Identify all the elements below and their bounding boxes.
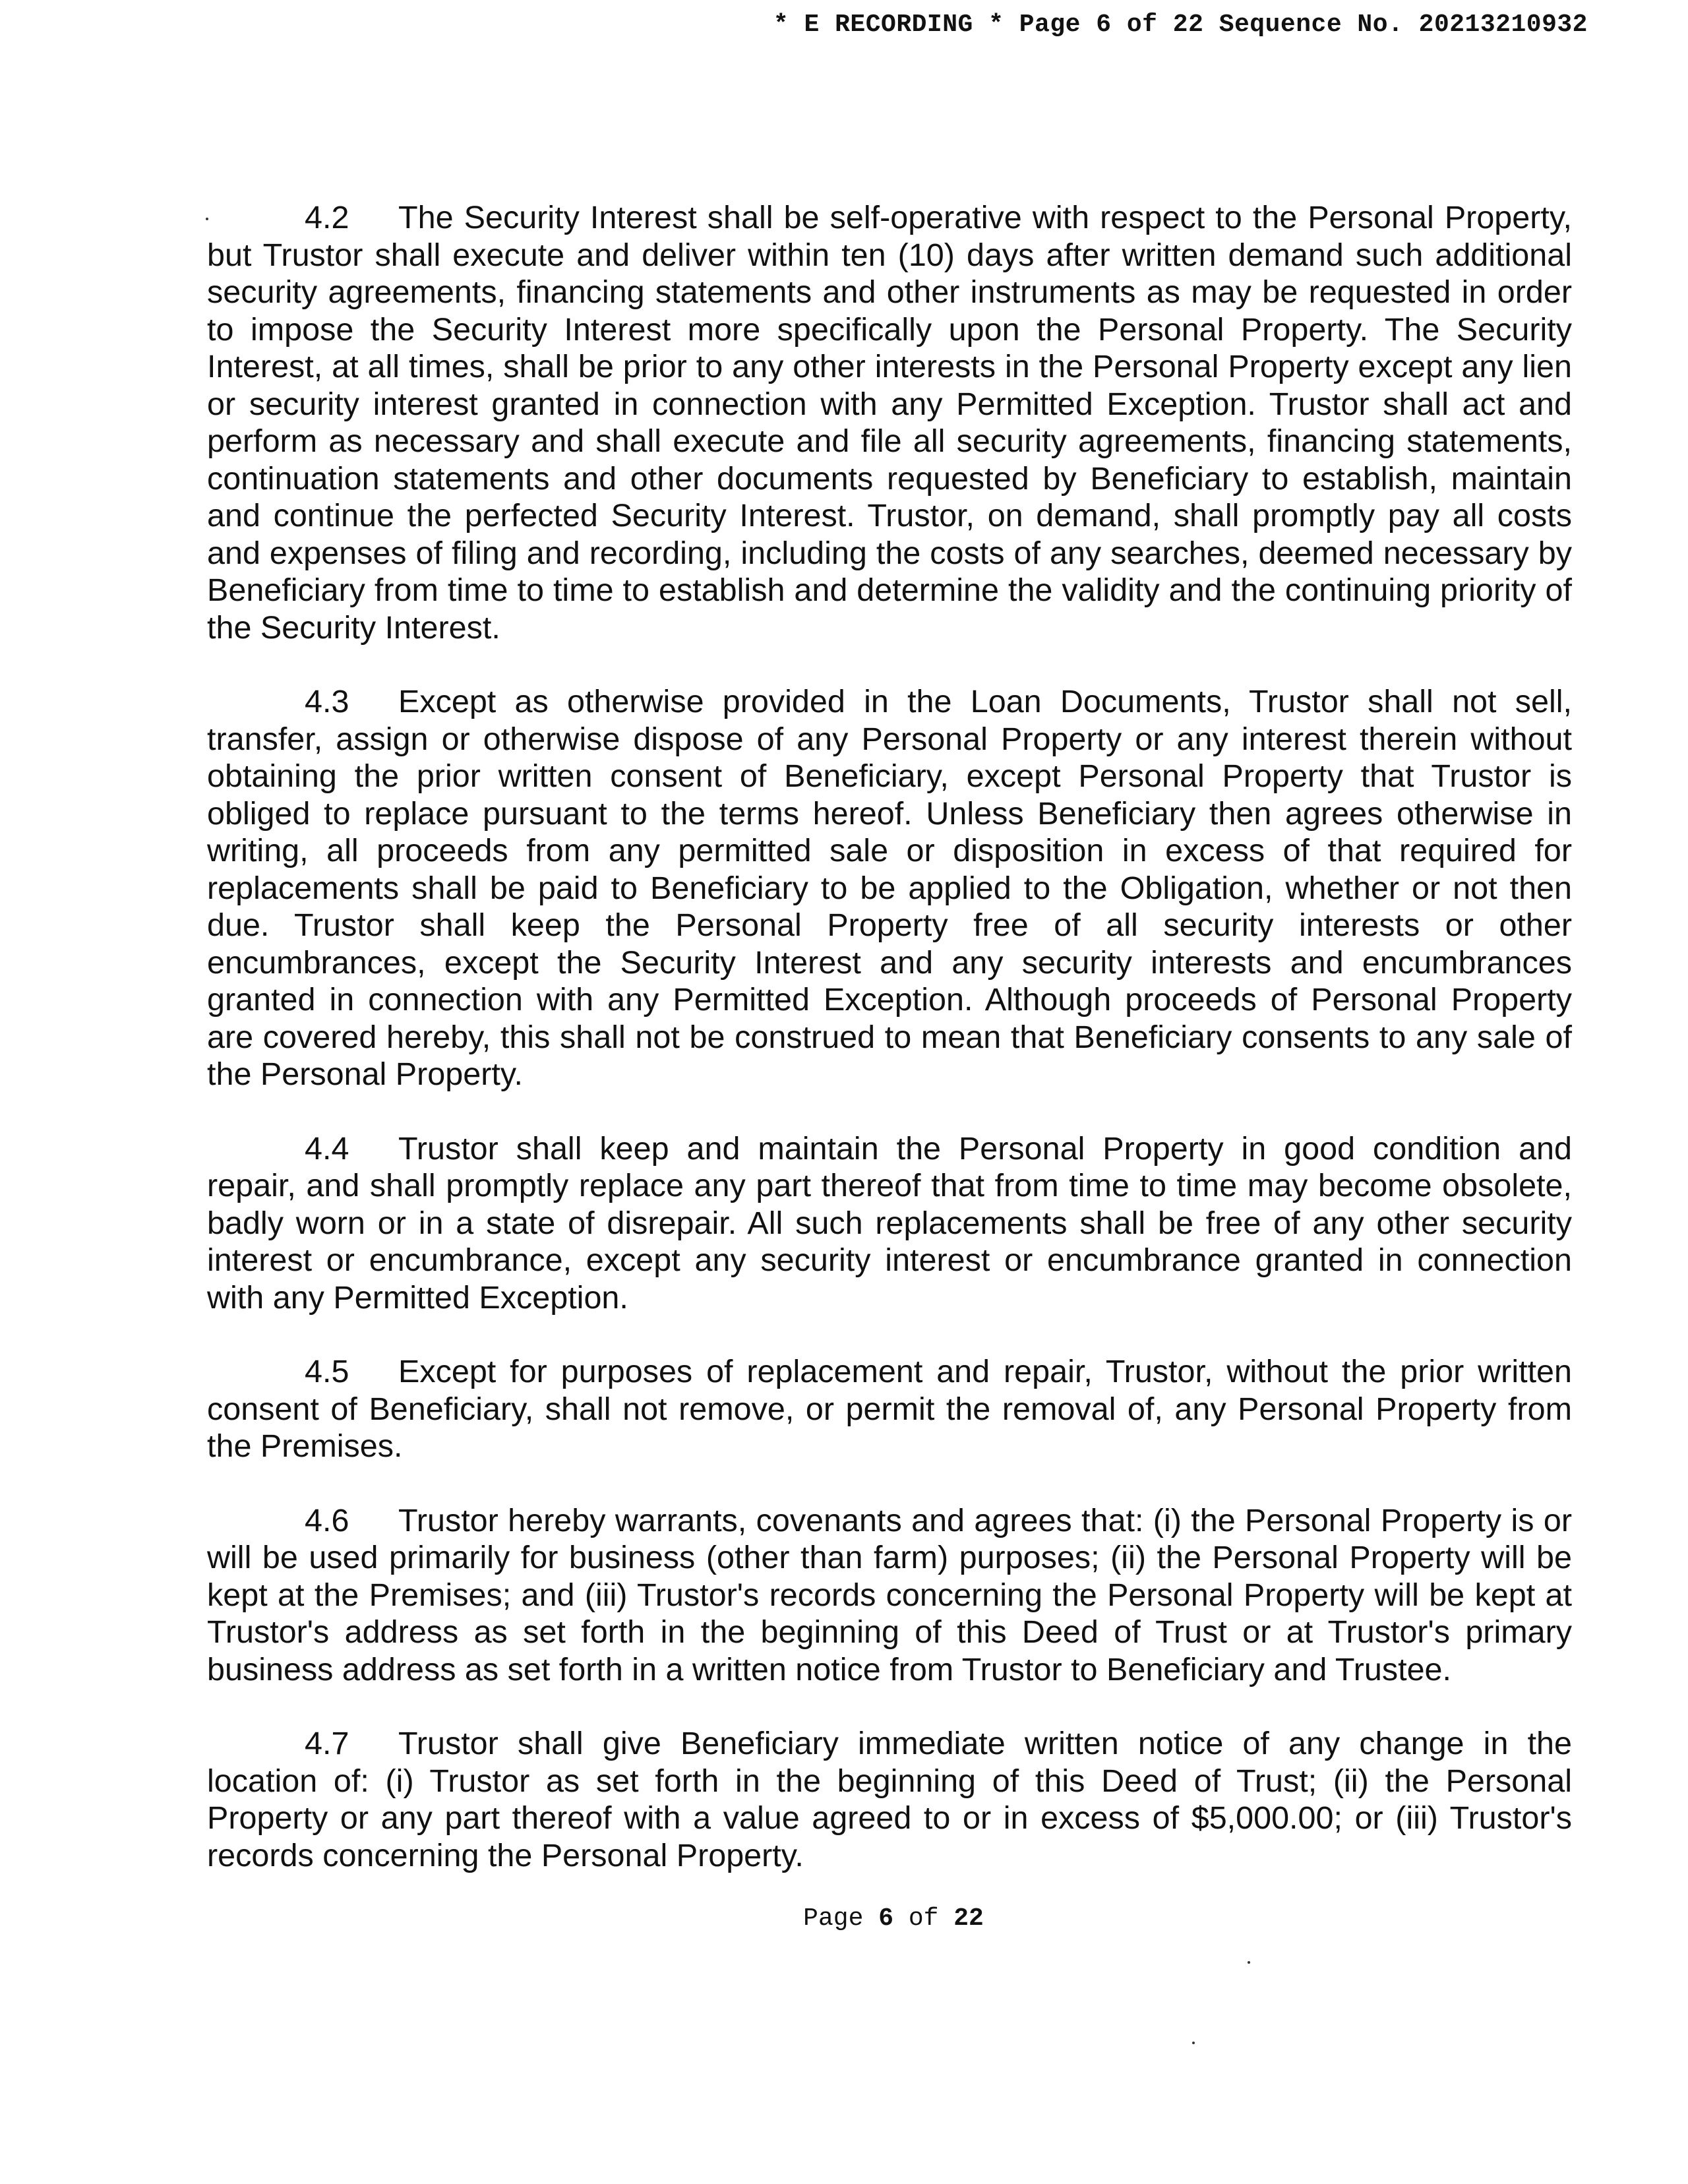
section-number: 4.5 (305, 1354, 349, 1389)
page-footer (0, 1904, 1688, 1933)
section-text: Except as otherwise provided in the Loan Documents, Trustor shall not sell, transfer, assign or otherwise dispose of any Personal Property or any interest therein without obtaining the prior written consent of Beneficiary, except Personal Property that Trustor is obliged to replace pursuant to the terms hereof. Unless Beneficiary then agrees otherwise in writing, all proceeds from any permitted sale or disposition in excess of that required for replacements shall be paid to Beneficiary to be applied to the Obligation, whether or not then due. Trustor shall keep the Personal Property free of all security interests or other encumbrances, except the Security Interest and any security interests and encumbrances granted in connection with any Permitted Exception. Although proceeds of Personal Property are covered hereby, this shall not be construed to mean that Beneficiary consents to any sale of the Personal Property. (207, 684, 1572, 1092)
footer-page-number: 6 (878, 1904, 893, 1933)
section-4-7 (207, 1725, 1572, 1874)
section-text: Trustor hereby warrants, covenants and agrees that: (i) the Personal Property is or will be used primarily for business (other than farm) purposes; (ii) the Personal Property will be kept at the Premises; and (iii) Trustor's records concerning the Personal Property will be kept at Trustor's address as set forth in the beginning of this Deed of Trust or at Trustor's primary business address as set forth in a written notice from Trustor to Beneficiary and Trustee. (207, 1502, 1572, 1687)
footer-of: of (908, 1904, 939, 1933)
section-number: 4.6 (305, 1502, 349, 1538)
section-number: 4.2 (305, 200, 349, 235)
footer-label: Page (803, 1904, 864, 1933)
recording-header: * E RECORDING * Page 6 of 22 Sequence No. 20213210932 (773, 11, 1588, 39)
scan-speck (1192, 2042, 1195, 2044)
section-number: 4.3 (305, 684, 349, 719)
section-number: 4.4 (305, 1130, 349, 1167)
section-number: 4.7 (305, 1726, 349, 1761)
section-4-2 (207, 199, 1572, 646)
section-4-3 (207, 683, 1572, 1093)
scan-speck (1248, 1961, 1250, 1964)
section-text: Trustor shall keep and maintain the Personal Property in good condition and repair, and shall promptly replace any part thereof that from time to time may become obsolete, badly worn or in a state of disrepair. All such replacements shall be free of any other security interest or encumbrance, except any security interest or encumbrance granted in connection with any Permitted Exception. (207, 1130, 1572, 1316)
section-text: Trustor shall give Beneficiary immediate written notice of any change in the location of: (i) Trustor as set forth in the beginning of this Deed of Trust; (ii) the Personal Property or any part thereof with a value agreed to or in excess of $5,000.00; or (iii) Trustor's records concerning the Personal Property. (207, 1726, 1572, 1873)
section-4-5 (207, 1353, 1572, 1465)
section-text: Except for purposes of replacement and repair, Trustor, without the prior written consent of Beneficiary, shall not remove, or permit the removal of, any Personal Property from the Premises. (207, 1354, 1572, 1464)
scan-speck (206, 218, 208, 220)
document-body (207, 199, 1572, 1911)
footer-total-pages: 22 (953, 1904, 984, 1933)
section-4-4 (207, 1130, 1572, 1317)
section-4-6 (207, 1502, 1572, 1689)
section-text: The Security Interest shall be self-operative with respect to the Personal Property, but Trustor shall execute and deliver within ten (10) days after written demand such additional security agreements, financing statements and other instruments as may be requested in order to impose the Security Interest more specifically upon the Personal Property. The Security Interest, at all times, shall be prior to any other interests in the Personal Property except any lien or security interest granted in connection with any Permitted Exception. Trustor shall act and perform as necessary and shall execute and file all security agreements, financing statements, continuation statements and other documents requested by Beneficiary to establish, maintain and continue the perfected Security Interest. Trustor, on demand, shall promptly pay all costs and expenses of filing and recording, including the costs of any searches, deemed necessary by Beneficiary from time to time to establish and determine the validity and the continuing priority of the Security Interest. (207, 200, 1572, 646)
